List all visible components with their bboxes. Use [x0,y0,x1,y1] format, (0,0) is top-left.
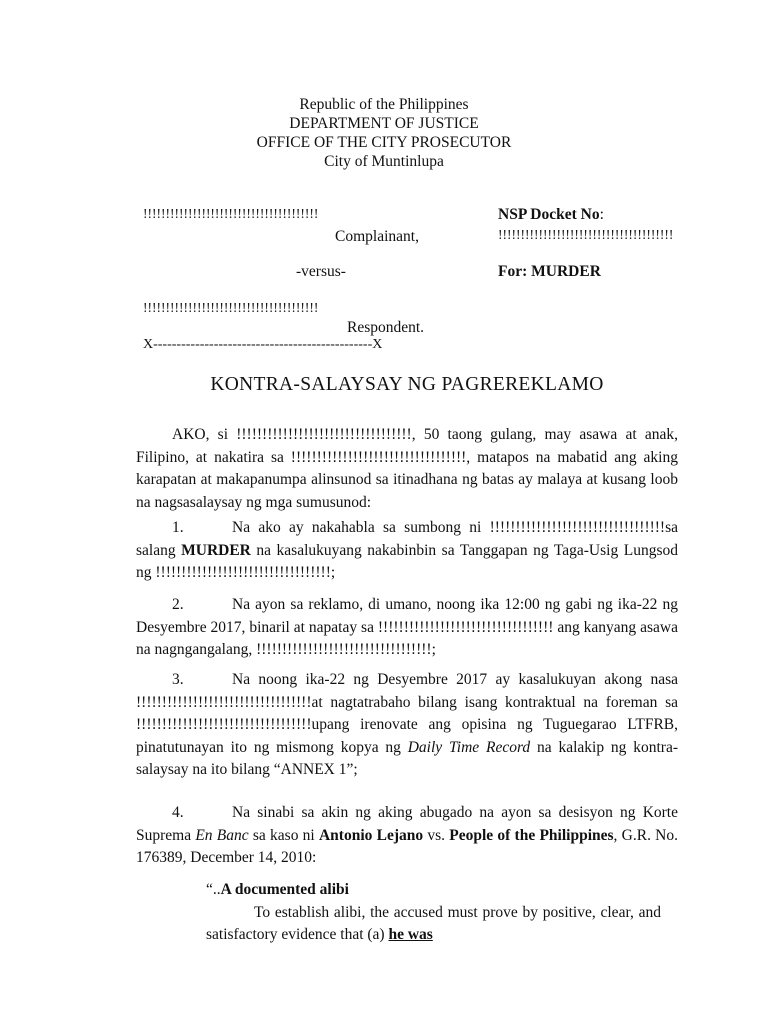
item-4-case-name: Antonio Lejano [318,826,424,844]
item-1-text: Na ako ay nakahabla sa sumbong ni !!!!!!!!!!!!!!!!!!!!!!!!!!!!!!!!!!sa salang [136,519,678,559]
item-3-number: 3. [172,671,184,688]
item-3 [136,669,678,782]
item-4-people: People of the Philippines [449,826,614,844]
docket-value: !!!!!!!!!!!!!!!!!!!!!!!!!!!!!!!!!!!!!!! [498,227,674,242]
item-3-text-end: na kalakip ng kontra-salaysay na ito bilang “ANNEX 1”; [136,738,679,778]
item-4 [136,802,678,870]
complainant-name: !!!!!!!!!!!!!!!!!!!!!!!!!!!!!!!!!!!!!!! [143,206,319,221]
quote-block [206,879,661,947]
header-department: DEPARTMENT OF JUSTICE [289,115,479,132]
item-4-vs: vs. [423,826,450,844]
for-line [498,263,601,281]
item-2-text: Na ayon sa reklamo, di umano, noong ika 12:00 ng gabi ng ika-22 ng Desyembre 2017, binaril at napatay sa !!!!!!!!!!!!!!!!!!!!!!!!!!!!!!!!!! ang kanyang asawa na nagngangalang, !!!!!!!!!!!!!!!!!!!!!!!!!!!!!!!!!!; [136,596,678,658]
quote-heading-line [206,879,661,902]
item-1 [136,517,678,585]
versus-label: -versus- [296,263,346,280]
item-1-text-end: na kasalukuyang nakabinbin sa Tanggapan ng Taga-Usig Lungsod ng !!!!!!!!!!!!!!!!!!!!!!!!!!!!!!!!!!; [136,541,678,581]
quote-heading: A documented alibi [220,881,349,898]
header-office: OFFICE OF THE CITY PROSECUTOR [256,134,512,151]
docket-label: NSP Docket No [498,206,600,223]
item-4-text-end: , G.R. No. 176389, December 14, 2010: [136,826,678,866]
document-title: KONTRA-SALAYSAY NG PAGREREKLAMO [210,374,604,395]
item-4-text: Na sinabi sa akin ng aking abugado na ayon sa desisyon ng Korte Suprema [136,804,678,844]
docket-line [498,206,604,224]
quote-underlined: he was [388,926,433,943]
quote-body-text: To establish alibi, the accused must prove by positive, clear, and satisfactory evidence that (a) [206,903,661,943]
docket-colon: : [599,206,604,223]
caption-separator: X-----------------------------------------------X [143,337,383,352]
complainant-label: Complainant, [335,228,419,245]
respondent-name: !!!!!!!!!!!!!!!!!!!!!!!!!!!!!!!!!!!!!!! [143,300,319,315]
for-label: For [498,263,523,280]
intro-paragraph: AKO, si !!!!!!!!!!!!!!!!!!!!!!!!!!!!!!!!!!, 50 taong gulang, may asawa at anak, Filipino, at nakatira sa !!!!!!!!!!!!!!!!!!!!!!!!!!!!!!!!!!, matapos na mabatid ang aking karapatan at makapanumpa alinsunod sa itinadhana ng batas ay malaya at kusang loob na nagsasalaysay ng mga sumusunod: [136,426,678,511]
respondent-label: Respondent. [347,319,425,336]
item-3-italic: Daily Time Record [407,738,531,756]
for-value: : MURDER [522,263,601,280]
item-2 [136,594,678,662]
item-3-text: Na noong ika-22 ng Desyembre 2017 ay kasalukuyan akong nasa !!!!!!!!!!!!!!!!!!!!!!!!!!!!!!!!!!at nagtatrabaho bilang isang kontraktual na foreman sa !!!!!!!!!!!!!!!!!!!!!!!!!!!!!!!!!!upang irenovate ang opisina ng Tuguegarao LTFRB, pinatutunayan ito ng mismong kopya ng [136,671,678,756]
item-4-text-mid: sa kaso ni [248,826,319,844]
item-4-italic: En Banc [195,826,249,844]
item-1-number: 1. [172,519,184,536]
quote-open: “.. [206,881,221,898]
header-republic: Republic of the Philippines [299,96,469,113]
item-4-number: 4. [172,804,184,821]
header-city: City of Muntinlupa [324,153,444,170]
quote-body [206,902,661,947]
item-2-number: 2. [172,596,184,613]
item-1-bold: MURDER [181,541,251,559]
